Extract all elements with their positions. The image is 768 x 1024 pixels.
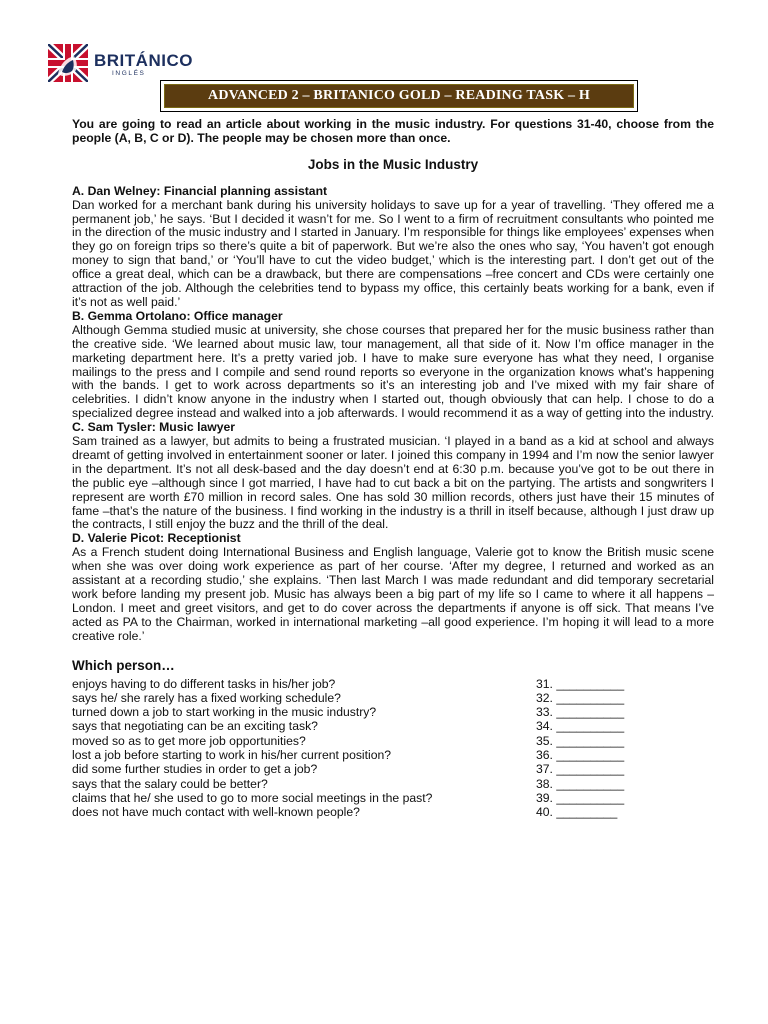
question-text: claims that he/ she used to go to more social meetings in the past? [72, 790, 433, 805]
question-text: lost a job before starting to work in his/her current position? [72, 748, 392, 763]
question-row [72, 692, 714, 706]
questions-list [72, 678, 714, 821]
logo-name: BRITÁNICO [94, 51, 193, 70]
document-body [72, 118, 714, 821]
section-heading: D. Valerie Picot: Receptionist [72, 531, 241, 546]
question-row [72, 806, 714, 820]
section-body: As a French student doing International Business and English language, Valerie got to know the British music scene when she was over doing work experience as part of her course. ‘After my degree, I returned and worked as an assistant at a recording studio,’ she explains. ‘Then last March I was made redundant and did temporary secretarial work before landing my present job. Music has always been a big part of my life so I came to where it all happens –London. I meet and greet visitors, and get to do cover across the departments if anyone is off sick. That means I’ve acted as PA to the Chairman, worked in international marketing –all good experience. I’m hoping it will lead to a more creative role.’ [72, 545, 714, 643]
union-jack-lion-icon [48, 44, 88, 82]
section-c [72, 421, 714, 532]
question-row [72, 763, 714, 777]
title-banner [160, 80, 638, 112]
question-text: does not have much contact with well-known people? [72, 805, 360, 820]
answer-blank[interactable]: 40. _________ [536, 805, 618, 820]
section-d [72, 532, 714, 643]
section-heading: C. Sam Tysler: Music lawyer [72, 420, 236, 435]
question-text: says that the salary could be better? [72, 776, 268, 791]
answer-blank[interactable]: 36. __________ [536, 748, 625, 763]
question-text: moved so as to get more job opportunities? [72, 733, 306, 748]
question-row [72, 678, 714, 692]
answer-blank[interactable]: 33. __________ [536, 705, 625, 720]
answer-blank[interactable]: 34. __________ [536, 719, 625, 734]
logo-subtitle: INGLÉS [112, 70, 146, 77]
question-row [72, 778, 714, 792]
question-text: says he/ she rarely has a fixed working schedule? [72, 690, 341, 705]
answer-blank[interactable]: 39. __________ [536, 790, 625, 805]
section-heading: B. Gemma Ortolano: Office manager [72, 308, 283, 323]
questions-heading: Which person… [72, 657, 175, 673]
answer-blank[interactable]: 35. __________ [536, 733, 625, 748]
question-row [72, 735, 714, 749]
question-text: turned down a job to start working in the music industry? [72, 705, 377, 720]
question-text: did some further studies in order to get a job? [72, 762, 318, 777]
section-body: Although Gemma studied music at university, she chose courses that prepared her for the music business rather than the creative side. ‘We learned about music law, tour management, all that side of it. Now I’m office manager in the marketing department here. It’s a pretty varied job. I have to make sure everyone has what they need, I organise mailings to the press and I compile and send round reports so everyone in the organization knows what’s happening with the bands. I get to work across departments so it’s an interesting job and I’ve mixed with my fair share of celebrities. I didn’t know anyone in the industry when I started out, though obviously that can help. I chose to do a specialized degree instead and walked into a job afterwards. I would recommend it as a way of getting into the industry. [72, 322, 715, 421]
answer-blank[interactable]: 38. __________ [536, 776, 625, 791]
page-title: ADVANCED 2 – BRITANICO GOLD – READING TASK – H [164, 84, 634, 108]
section-body: Dan worked for a merchant bank during his university holidays to save up for a year of travelling. ‘They offered me a permanent job,’ he says. ‘But I decided it wasn’t for me. So I went to a firm of recruitment consultants who pointed me in the direction of the music industry and I started in January. I’m responsible for things like employees’ expenses when they go on foreign trips so there’s quite a bit of paperwork. But we’re also the ones who say, ‘You haven’t got enough money to sign that band,’ or ‘You’ll have to cut the video budget,’ which is the interesting part. I don’t get out of the office a great deal, which can be a drawback, but there are compensations –free concert and CDs were certainly one attraction of the job. Although the celebrities tend to bypass my office, this certainly beats working for a bank, even if it’s not as well paid.’ [72, 197, 714, 309]
section-a [72, 185, 714, 310]
question-row [72, 706, 714, 720]
question-text: enjoys having to do different tasks in his/her job? [72, 676, 336, 691]
answer-blank[interactable]: 31. __________ [536, 676, 625, 691]
section-heading: A. Dan Welney: Financial planning assistant [72, 183, 328, 198]
britanico-logo [48, 44, 193, 82]
question-text: says that negotiating can be an exciting task? [72, 719, 318, 734]
article-title: Jobs in the Music Industry [307, 156, 479, 172]
answer-blank[interactable]: 37. __________ [536, 762, 625, 777]
answer-blank[interactable]: 32. __________ [536, 690, 625, 705]
instructions: You are going to read an article about working in the music industry. For questions 31-40, choose from the people (A, B, C or D). The people may be chosen more than once. [72, 117, 714, 145]
question-row [72, 792, 714, 806]
question-row [72, 749, 714, 763]
section-b [72, 310, 714, 421]
section-body: Sam trained as a lawyer, but admits to being a frustrated musician. ‘I played in a band as a kid at school and always dreamt of getting involved in entertainment sooner or later. I joined this company in 1994 and I’m now the senior lawyer in the department. It’s not all desk-based and the day doesn’t end at 6:30 p.m. because you’ve got to be out there in the public eye –although since I got married, I have had to cut back a bit on the partying. The artists and songwriters I represent are worth £70 million in record sales. One has sold 30 million records, others just have their 15 minutes of fame –that’s the nature of the business. I find working in the industry is a thrill in itself because, although I just draw up the contracts, I still enjoy the buzz and the thrill of the deal. [72, 434, 714, 532]
question-row [72, 720, 714, 734]
